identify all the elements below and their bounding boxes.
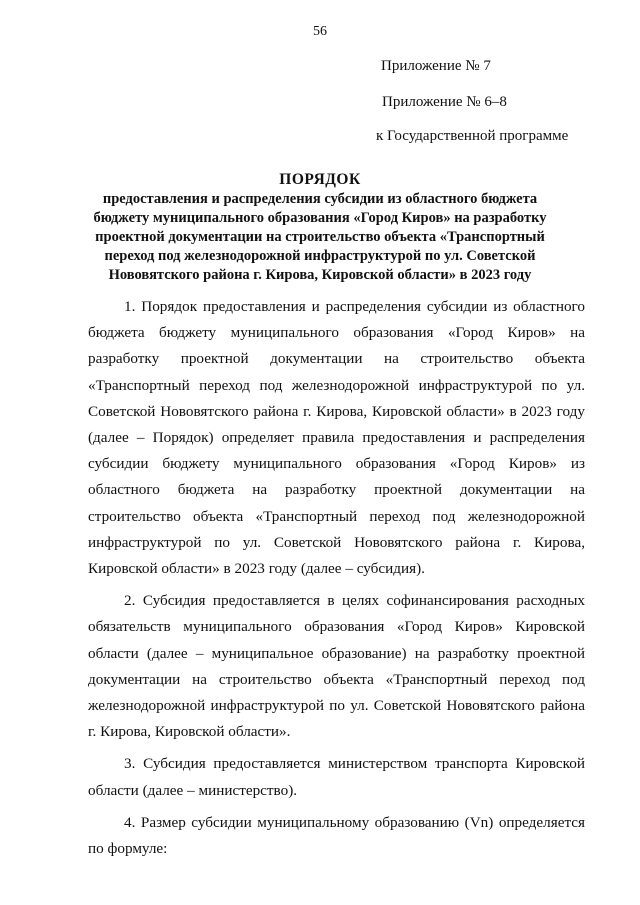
appendix-label: Приложение № 7 [381, 58, 491, 74]
title-line: проектной документации на строительство объекта «Транспортный [95, 229, 545, 245]
title-line: предоставления и распределения субсидии из областного бюджета [102, 191, 538, 207]
paragraph-4: 4. Размер субсидии муниципальному образованию (Vn) определяется по формуле: [88, 813, 585, 858]
paragraph-2: 2. Субсидия предоставляется в целях софинансирования расходных обязательств муниципального образования «Город Киров» Кировской области (далее – муниципальное образование) на разработку проектной документации на строительство объекта «Транспортный переход под железнодорожной инфраструктурой по ул. Советской Нововятского района г. Кирова, Кировской области». [88, 592, 585, 741]
paragraph-1: 1. Порядок предоставления и распределения субсидии из областного бюджета бюджету муниципального образования «Город Киров» на разработку проектной документации на строительство объекта «Транспортный переход под железнодорожной инфраструктурой по ул. Советской Нововятского района г. Кирова, Кировской области» в 2023 году (далее – Порядок) определяет правила предоставления и распределения субсидии бюджету муниципального образования «Город Киров» из областного бюджета на разработку проектной документации на строительство объекта «Транспортный переход под железнодорожной инфраструктурой по ул. Советской Нововятского района г. Кирова, Кировской области» в 2023 году (далее – субсидия). [88, 298, 585, 578]
document-title [70, 170, 570, 285]
paragraph-3: 3. Субсидия предоставляется министерством транспорта Кировской области (далее – министерство). [88, 755, 585, 799]
title-line: переход под железнодорожной инфраструктурой по ул. Советской [104, 248, 536, 264]
title-line: бюджету муниципального образования «Город Киров» на разработку [93, 210, 547, 226]
document-body [88, 294, 585, 868]
appendix-label: Приложение № 6–8 [382, 94, 507, 110]
appendix-reference: к Государственной программе [376, 128, 569, 144]
page-number: 56 [313, 24, 327, 39]
title-heading: ПОРЯДОК [279, 171, 361, 188]
title-line: Нововятского района г. Кирова, Кировской области» в 2023 году [108, 267, 532, 283]
